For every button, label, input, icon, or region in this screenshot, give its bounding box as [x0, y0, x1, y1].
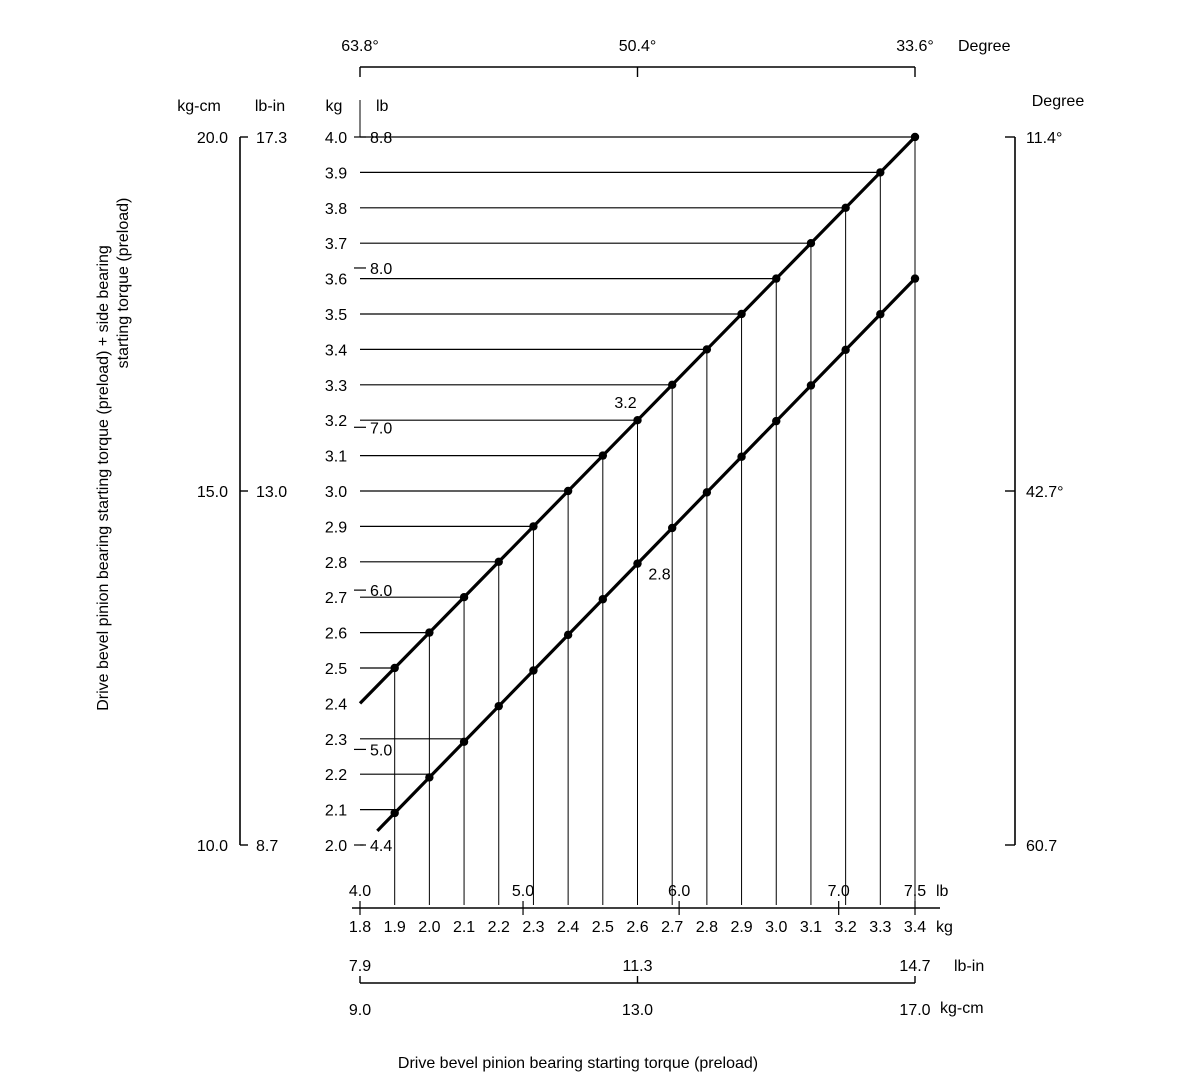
y-kg-tick-label: 2.5 [324, 661, 348, 678]
series-2-point [703, 488, 711, 496]
series-1-point [529, 522, 537, 530]
y-kg-tick-label: 3.7 [324, 236, 348, 254]
axis-labels [177, 38, 1084, 1019]
right-degree-tick-label: 11.4° [1026, 130, 1063, 147]
right-degree-tick-label: 42.7° [1026, 484, 1064, 501]
y-kg-tick-label: 3.6 [324, 271, 348, 289]
x-kg-tick-label: 2.7 [661, 919, 684, 936]
series-2-point [841, 346, 849, 354]
y-kg-tick-label: 3.1 [324, 448, 348, 466]
series-2-point [772, 417, 780, 425]
x-lb-tick-label: 7.0 [827, 883, 850, 900]
series-1-point [460, 593, 468, 601]
y-axis-title-line1: Drive bevel pinion bearing starting torque (preload) + side bearing [95, 245, 112, 711]
x-lbin-unit: lb-in [954, 958, 985, 975]
x-lbin-tick-label: 14.7 [899, 958, 931, 975]
series-2-point [668, 524, 676, 532]
series-2-point [425, 773, 433, 781]
top-degree-tick-label: 63.8° [341, 38, 379, 55]
y-kg-tick-label: 2.7 [324, 590, 348, 608]
y-kgcm-tick-label: 10.0 [196, 838, 228, 855]
axes [240, 67, 1015, 983]
y-kg-tick-label: 2.6 [324, 625, 348, 643]
series-2-point [390, 809, 398, 817]
series-lines [360, 133, 919, 831]
x-kg-tick-label: 3.0 [765, 919, 788, 936]
y-lbin-tick-label: 17.3 [256, 130, 288, 147]
x-lb-tick-label: 4.0 [348, 883, 372, 900]
series-1-point [495, 558, 503, 566]
x-axis-title: Drive bevel pinion bearing starting torque (preload) [397, 1055, 759, 1072]
x-kg-tick-label: 2.0 [418, 919, 441, 936]
x-kgcm-unit: kg-cm [940, 1000, 984, 1017]
series-2-point [876, 310, 884, 318]
series-2-label: 2.8 [648, 566, 671, 584]
y-kg-tick-label: 2.4 [324, 696, 348, 714]
series-1-point [703, 345, 711, 353]
y-kg-tick-label: 3.4 [324, 342, 348, 360]
x-kgcm-tick-label: 13.0 [621, 1002, 654, 1019]
top-degree-tick-label: 50.4° [618, 38, 657, 55]
series-1-point [599, 451, 607, 459]
y-lb-tick-label: 8.8 [370, 130, 393, 147]
x-kg-tick-label: 3.1 [799, 919, 823, 936]
y-kg-tick-label: 3.2 [324, 413, 348, 431]
series-1-point [911, 133, 919, 141]
series-1-label: 3.2 [614, 395, 637, 413]
y-axis-title-line2: starting torque (preload) [115, 197, 132, 369]
x-lbin-tick-label: 7.9 [348, 958, 372, 975]
x-kg-tick-label: 2.3 [522, 919, 545, 936]
x-kg-tick-label: 3.4 [903, 919, 927, 936]
y-lb-tick-label: 8.0 [370, 260, 393, 278]
x-kg-tick-label: 1.8 [348, 919, 372, 936]
x-kgcm-tick-label: 9.0 [348, 1002, 372, 1019]
series-1-point [633, 416, 641, 424]
series-1-point [390, 664, 398, 672]
series-2-point [529, 666, 537, 674]
y-kg-tick-label: 2.2 [324, 767, 348, 785]
series-1-point [876, 168, 884, 176]
y-lb-tick-label: 5.0 [370, 742, 393, 760]
y-kg-tick-label: 3.8 [324, 200, 348, 218]
series-1-point [841, 204, 849, 212]
series-line-2 [377, 279, 915, 831]
x-kg-tick-label: 2.8 [695, 919, 718, 936]
series-2-point [599, 595, 607, 603]
x-lb-tick-label: 5.0 [511, 883, 535, 900]
series-1-point [807, 239, 815, 247]
x-kg-tick-label: 2.1 [452, 919, 476, 936]
right-degree-tick-label: 60.7 [1026, 838, 1058, 855]
x-lb-tick-label: 6.0 [668, 883, 691, 900]
y-lb-unit: lb [376, 98, 389, 115]
y-kg-tick-label: 2.0 [324, 838, 348, 855]
y-kg-tick-label: 2.3 [324, 731, 348, 749]
y-kg-tick-label: 3.3 [324, 377, 348, 395]
right-degree-unit: Degree [1031, 93, 1085, 110]
y-kg-tick-label: 3.5 [324, 307, 348, 324]
y-kg-tick-label: 3.9 [324, 165, 348, 183]
y-lb-tick-label: 6.0 [370, 583, 393, 601]
x-kg-tick-label: 2.9 [730, 919, 753, 936]
x-kg-tick-label: 2.4 [557, 919, 580, 936]
y-kgcm-unit: kg-cm [177, 98, 221, 115]
series-2-point [911, 274, 919, 282]
series-1-point [772, 274, 780, 282]
x-kg-tick-label: 2.2 [487, 919, 510, 936]
series-2-point [495, 702, 503, 710]
y-kg-tick-label: 3.0 [324, 484, 348, 501]
x-kgcm-tick-label: 17.0 [899, 1002, 931, 1019]
series-2-point [564, 631, 572, 639]
x-lb-tick-label: 7.5 [903, 883, 927, 900]
x-kg-tick-label: 2.5 [591, 919, 614, 936]
x-lb-unit: lb [936, 883, 949, 900]
grid-lines [360, 137, 915, 905]
x-kg-tick-label: 3.2 [834, 919, 857, 936]
y-lbin-unit: lb-in [254, 98, 286, 115]
y-kgcm-tick-label: 15.0 [196, 484, 228, 501]
top-degree-unit: Degree [958, 38, 1011, 55]
y-lb-tick-label: 7.0 [370, 420, 393, 438]
x-lbin-tick-label: 11.3 [622, 958, 653, 975]
y-lb-tick-label: 4.4 [370, 838, 393, 855]
x-kg-unit: kg [936, 919, 953, 936]
series-2-point [807, 381, 815, 389]
y-kg-tick-label: 4.0 [324, 130, 348, 147]
y-lbin-tick-label: 8.7 [256, 838, 279, 855]
series-1-point [737, 310, 745, 318]
series-2-point [460, 738, 468, 746]
series-1-point [425, 628, 433, 636]
x-kg-tick-label: 3.3 [869, 919, 892, 936]
series-2-point [633, 559, 641, 567]
y-lbin-tick-label: 13.0 [256, 484, 288, 501]
y-kg-unit: kg [325, 98, 343, 115]
series-1-point [564, 487, 572, 495]
y-kgcm-tick-label: 20.0 [196, 130, 228, 147]
x-kg-tick-label: 1.9 [383, 919, 406, 936]
series-1-point [668, 381, 676, 389]
y-kg-tick-label: 2.8 [324, 554, 348, 572]
y-kg-tick-label: 2.9 [324, 519, 348, 537]
series-2-point [737, 453, 745, 461]
x-kg-tick-label: 2.6 [626, 919, 649, 936]
y-kg-tick-label: 2.1 [324, 802, 348, 820]
top-degree-tick-label: 33.6° [896, 38, 934, 55]
